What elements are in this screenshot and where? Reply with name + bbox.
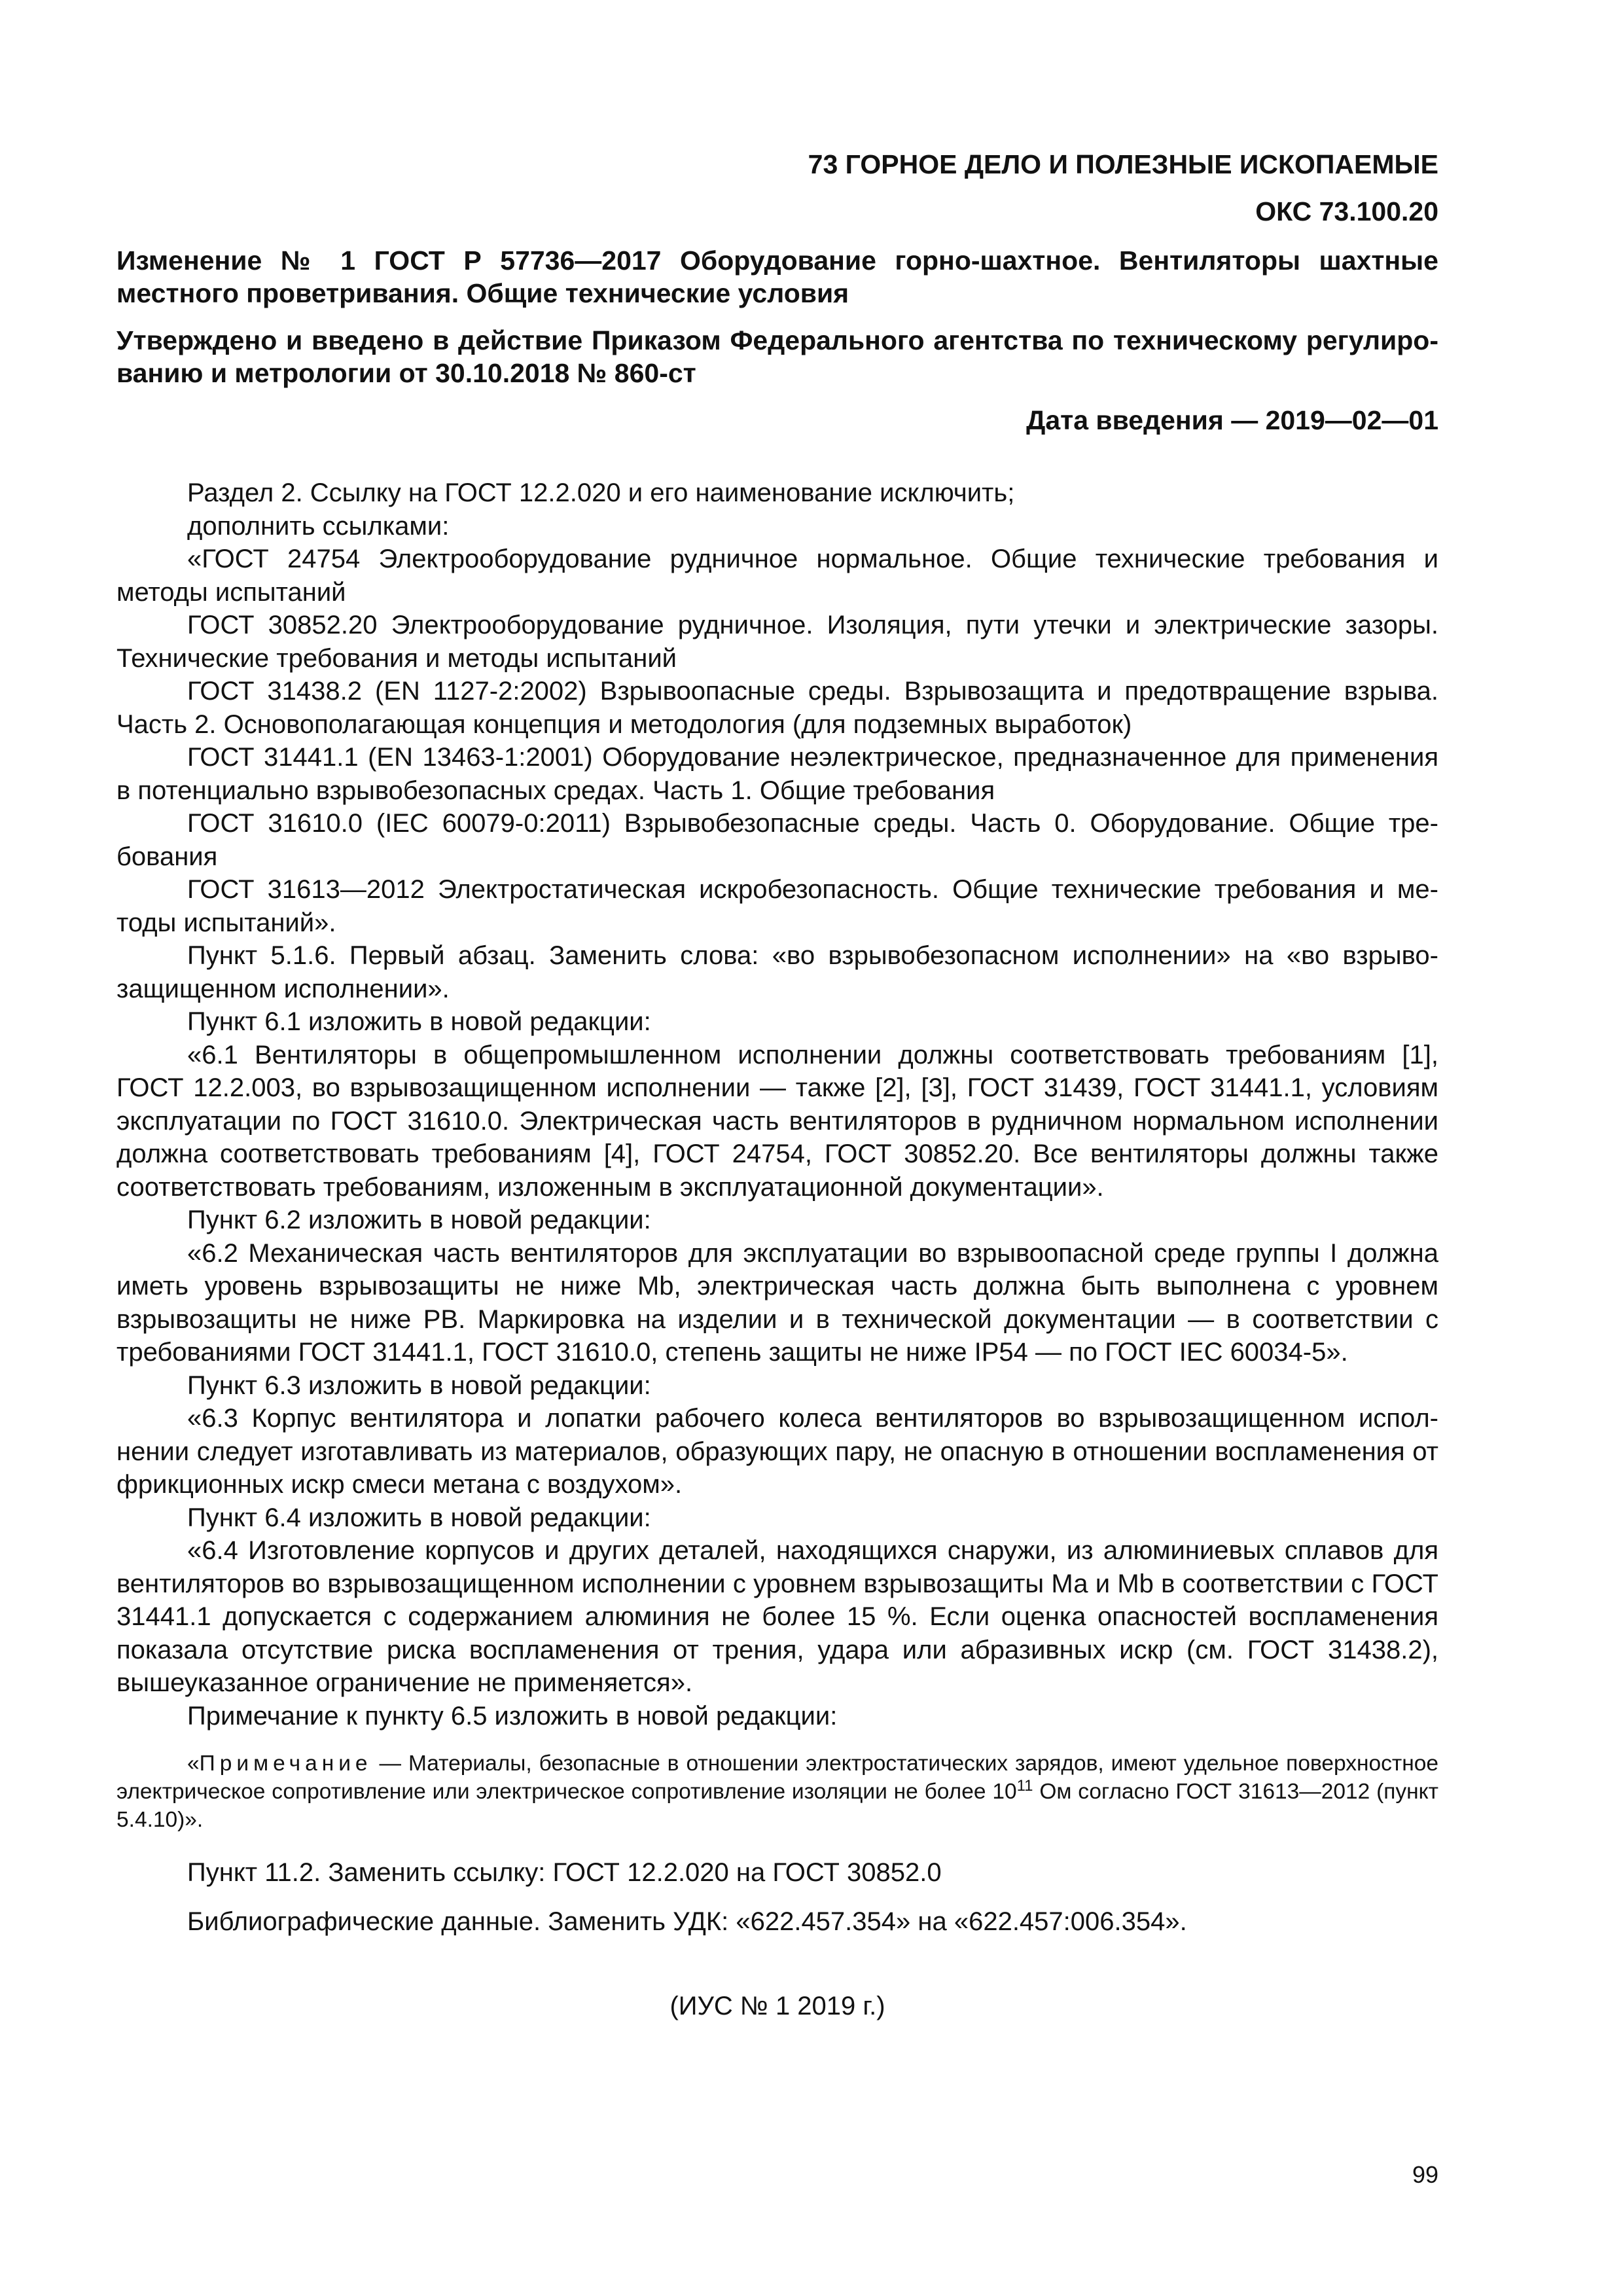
note-label: Примечание [199, 1751, 372, 1776]
note-superscript: 11 [1016, 1776, 1033, 1795]
paragraph: Раздел 2. Ссылку на ГОСТ 12.2.020 и его наименование исключить; [187, 478, 1015, 507]
paragraph: «6.2 Механическая часть вентиляторов для эксплуатации во взрывоопасной среде группы I должна иметь уровень взрывозащиты не ниже Mb, электрическая часть должна быть выполнена с уровнем взрывозащиты не ниже РВ. Маркировка на изделии и в технической документации — в соответствии с требованиями ГОСТ 31441.1, ГОСТ 31610.0, степень защиты не ниже IP54 — по ГОСТ IEC 60034-5». [116, 1238, 1438, 1367]
note-quote: « [187, 1751, 200, 1776]
amendment-title: Изменение № 1 ГОСТ Р 57736—2017 Оборудование горно-шахтное. Вентиляторы шахтные местного проветривания. Общие технические условия [116, 245, 1438, 308]
paragraph: «6.3 Корпус вентилятора и лопатки рабочего колеса вентиляторов во взрывозащищенном исполнении следует изготавливать из материалов, образующих пару, не опасную в отношении воспламенения от фрикционных искр смеси метана с воздухом». [116, 1404, 1438, 1499]
paragraph: Библиографические данные. Заменить УДК: «622.457.354» на «622.457:006.354». [187, 1907, 1187, 1936]
paragraph: ГОСТ 31613—2012 Электростатическая искробезопасность. Общие технические требования и методы испытаний». [116, 875, 1438, 937]
note-text: — Материалы, безопасные в отношении электростатических зарядов, имеют удельное поверхностное электрическое сопротивление или электрическое сопротивление изоляции не более 10 [116, 1751, 1438, 1804]
paragraph: Пункт 5.1.6. Первый абзац. Заменить слова: «во взрывобезопасном исполнении» на «во взрывозащищенном исполнении». [116, 941, 1438, 1003]
paragraph: «6.1 Вентиляторы в общепромышленном исполнении должны соответствовать требованиям [1], ГОСТ 12.2.003, во взрывозащищенном исполнении — также [2], [3], ГОСТ 31439, ГОСТ 31441.1, условиям эксплуатации по ГОСТ 31610.0. Электрическая часть вентиляторов в рудничном нормальном исполнении должна соответствовать требованиям [4], ГОСТ 24754, ГОСТ 30852.20. Все вентиляторы должны также соответствовать требованиям, изложенным в эксплуатационной документации». [116, 1040, 1438, 1202]
amendment-body [116, 476, 1438, 1938]
paragraph: Пункт 6.1 изложить в новой редакции: [187, 1007, 651, 1036]
paragraph: Пункт 6.4 изложить в новой редакции: [187, 1503, 651, 1532]
note [116, 1749, 1438, 1834]
effective-date: Дата введения — 2019—02—01 [1026, 405, 1438, 435]
paragraph: ГОСТ 31610.0 (IEC 60079-0:2011) Взрывобезопасные среды. Часть 0. Оборудование. Общие требования [116, 809, 1438, 871]
note-tail: Ом согласно ГОСТ 31613—2012 (пункт 5.4.10)». [116, 1780, 1438, 1832]
paragraph: ГОСТ 30852.20 Электрооборудование рудничное. Изоляция, пути утечки и электрические зазоры. Технические требования и методы испытаний [116, 611, 1438, 673]
paragraph: Пункт 11.2. Заменить ссылку: ГОСТ 12.2.020 на ГОСТ 30852.0 [187, 1858, 942, 1887]
paragraph: ГОСТ 31441.1 (EN 13463-1:2001) Оборудование неэлектрическое, предназначенное для применения в потенциально взрывобезопасных средах. Часть 1. Общие требования [116, 743, 1438, 805]
oks-code: ОКС 73.100.20 [1255, 196, 1438, 226]
paragraph: «ГОСТ 24754 Электрооборудование рудничное нормальное. Общие технические требования и методы испытаний [116, 545, 1438, 607]
approval-statement: Утверждено и введено в действие Приказом Федерального агентства по техническому регулированию и метрологии от 30.10.2018 № 860-ст [116, 325, 1438, 388]
paragraph: Примечание к пункту 6.5 изложить в новой редакции: [187, 1701, 838, 1731]
paragraph: ГОСТ 31438.2 (EN 1127-2:2002) Взрывоопасные среды. Взрывозащита и предотвращение взрыва. Часть 2. Основополагающая концепция и методология (для подземных выработок) [116, 677, 1438, 739]
paragraph: дополнить ссылками: [187, 511, 450, 541]
page-number: 99 [1412, 2161, 1438, 2188]
paragraph: «6.4 Изготовление корпусов и других деталей, находящихся снаружи, из алюминиевых сплавов для вентиляторов во взрывозащищенном исполнении с уровнем взрывозащиты Ма и Mb в соответствии с ГОСТ 31441.1 допускается с содержанием алюминия не более 15 %. Если оценка опасностей воспламенения показала отсутствие риска воспламенения от трения, удара или абразивных искр (см. ГОСТ 31438.2), вышеуказанное ограничение не применяется». [116, 1536, 1438, 1697]
paragraph: Пункт 6.2 изложить в новой редакции: [187, 1206, 651, 1234]
section-heading: 73 ГОРНОЕ ДЕЛО И ПОЛЕЗНЫЕ ИСКОПАЕМЫЕ [808, 149, 1438, 179]
paragraph: Пункт 6.3 изложить в новой редакции: [187, 1371, 651, 1400]
ius-reference: (ИУС № 1 2019 г.) [669, 1992, 885, 2020]
